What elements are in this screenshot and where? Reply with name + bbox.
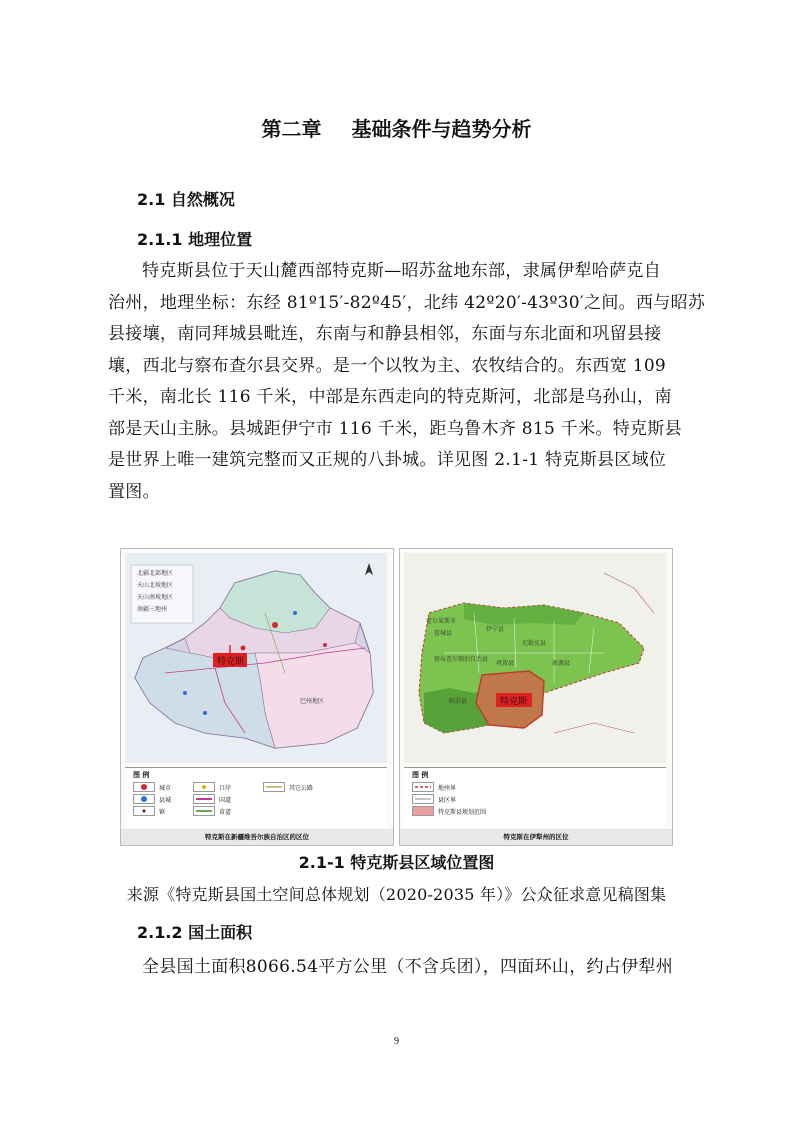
- paragraph-line: 置图。: [108, 481, 160, 502]
- county-marker: [293, 611, 297, 615]
- place-label: 新源县: [552, 660, 571, 667]
- ili-map: [404, 553, 666, 763]
- paragraph-geography: [108, 256, 706, 508]
- paragraph-line: 千米，南北长 116 千米，中部是东西走向的特克斯河，北部是乌孙山，南: [108, 387, 672, 407]
- city-marker: [323, 643, 327, 647]
- region-label: 南疆三地州: [137, 606, 168, 613]
- page-number: 9: [394, 1036, 399, 1047]
- ili-map-panel: [399, 548, 673, 846]
- place-label: 尼勒克县: [522, 640, 547, 647]
- county-marker: [203, 711, 207, 715]
- paragraph-line: 壤，西北与察布查尔县交界。是一个以牧为主、农牧结合的。东西宽 109: [108, 355, 667, 376]
- legend-item: 城市: [133, 782, 171, 792]
- ili-map-graphic: [404, 553, 666, 763]
- paragraph-line: 全县国土面积8066.54平方公里（不含兵团），四面环山，约占伊犁州: [142, 957, 673, 977]
- section-heading-2-1-1: 2.1.1 地理位置: [137, 230, 253, 249]
- legend-item: 镇: [133, 806, 165, 816]
- xinjiang-map-caption: 特克斯在新疆维吾尔族自治区的区位: [121, 829, 393, 845]
- region-label: 天山南坡地区: [137, 594, 174, 601]
- figure-source: 来源《特克斯县国土空间总体规划（2020-2035 年）》公众征求意见稿图集: [126, 885, 667, 904]
- region-label: 天山北坡地区: [137, 582, 174, 589]
- legend-item: 其它公路: [263, 782, 313, 792]
- legend-item: 特克斯县规划范围: [412, 806, 486, 816]
- xinjiang-map-panel: [120, 548, 394, 846]
- legend-item: 省道: [193, 806, 231, 816]
- paragraph-area: [108, 952, 688, 984]
- place-label: 察布查尔锡伯自治县: [434, 656, 489, 663]
- legend-item: 口岸: [193, 782, 231, 792]
- place-label: 巩留县: [496, 660, 515, 667]
- region-label: 北疆北部地区: [137, 570, 174, 577]
- tekes-tag-label: 特克斯: [500, 697, 528, 707]
- figure-title: 2.1-1 特克斯县区域位置图: [298, 853, 495, 872]
- tekes-tag-label: 特克斯: [217, 657, 245, 667]
- paragraph-line: 县接壤，南同拜城县毗连，东南与和静县相邻，东面与东北面和巩留县接: [108, 324, 662, 344]
- chapter-heading: [0, 113, 793, 142]
- paragraph-line: 是世界上唯一建筑完整而又正规的八卦城。详见图 2.1-1 特克斯县区域位: [108, 450, 667, 470]
- legend-item: 县区界: [412, 794, 456, 804]
- section-heading-2-1: 2.1 自然概况: [137, 190, 235, 209]
- xinjiang-map-graphic: [125, 553, 387, 763]
- location-figure: [120, 548, 672, 844]
- legend-title: 图 例: [133, 771, 150, 779]
- legend-item: 县城: [133, 794, 171, 804]
- ili-map-caption: 特克斯在伊犁州的区位: [400, 829, 672, 845]
- chapter-title: 基础条件与趋势分析: [351, 117, 532, 141]
- city-marker: [241, 646, 246, 651]
- place-label: 昭苏县: [449, 698, 468, 705]
- county-marker: [183, 691, 187, 695]
- legend-item: 地州界: [412, 782, 456, 792]
- xinjiang-legend: [125, 767, 387, 828]
- xinjiang-map: [125, 553, 387, 763]
- place-label: 巴州地区: [300, 698, 325, 705]
- section-heading-2-1-2: 2.1.2 国土面积: [137, 923, 253, 942]
- paragraph-line: 部是天山主脉。县城距伊宁市 116 千米，距乌鲁木齐 815 千米。特克斯县: [108, 418, 682, 439]
- legend-title: 图 例: [412, 771, 429, 779]
- ili-legend: [404, 767, 666, 828]
- place-label: 霍城县: [434, 630, 453, 637]
- place-label: 霍尔果斯市: [426, 618, 457, 625]
- city-marker: [272, 622, 278, 628]
- paragraph-line: 治州，地理坐标：东经 81º15′-82º45′，北纬 42º20′-43º30′之间。西与昭苏: [108, 292, 706, 313]
- place-label: 伊宁县: [486, 626, 505, 633]
- legend-item: 国道: [193, 794, 231, 804]
- paragraph-line: 特克斯县位于天山麓西部特克斯—昭苏盆地东部，隶属伊犁哈萨克自: [142, 261, 661, 281]
- chapter-number: 第二章: [261, 117, 322, 141]
